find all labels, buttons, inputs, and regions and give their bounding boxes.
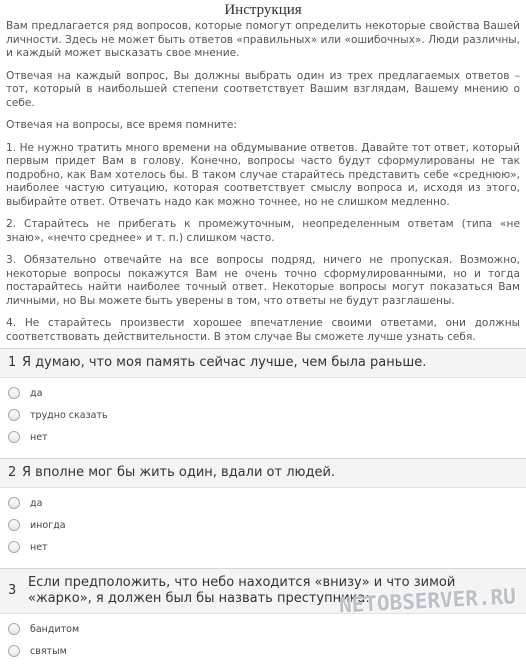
radio-button[interactable]	[8, 623, 20, 635]
question-1	[0, 348, 526, 456]
question-text: Если предположить, что небо находится «внизу» и что зимой «жарко», я должен был бы назвать преступника:	[28, 575, 456, 606]
radio-button[interactable]	[8, 497, 20, 509]
instructions-paragraph: Отвечая на вопросы, все время помните:	[6, 119, 237, 131]
answer-option[interactable]	[8, 492, 526, 514]
answer-label[interactable]: да	[30, 497, 43, 509]
answer-options	[0, 614, 526, 670]
radio-button[interactable]	[8, 409, 20, 421]
answer-option[interactable]	[8, 404, 526, 426]
instructions-paragraph: Отвечая на каждый вопрос, Вы должны выбрать один из трех предлагаемых ответов – тот, который в наибольшей степени соответствует Вашим взглядам, Вашему мнению о себе.	[6, 69, 520, 109]
question-number: 1	[8, 355, 17, 370]
instructions-paragraph: Вам предлагается ряд вопросов, которые помогут определить некоторые свойства Вашей личности. Здесь не может быть ответов «правильных» или «ошибочных». Люди различны, и каждый может высказать свое мнение.	[6, 20, 520, 59]
radio-button[interactable]	[8, 387, 20, 399]
answer-label[interactable]: нет	[30, 431, 48, 443]
answer-option[interactable]	[8, 382, 526, 404]
question-2	[0, 458, 526, 566]
answer-label[interactable]: иногда	[30, 519, 66, 531]
answer-options	[0, 378, 526, 456]
answer-option[interactable]	[8, 536, 526, 558]
question-header	[0, 459, 526, 488]
instructions-paragraph: 3. Обязательно отвечайте на все вопросы подряд, ничего не пропуская. Возможно, некоторые вопросы покажутся Вам не очень точно сформулированными, но и тогда постарайтесь найти наиболее точный ответ. Некоторые вопросы могут показаться Вам личными, но Вы можете быть уверены в том, что ответы не будут разглашены.	[6, 254, 520, 307]
answer-option[interactable]	[8, 426, 526, 448]
instructions-title: Инструкция	[224, 2, 302, 18]
radio-button[interactable]	[8, 541, 20, 553]
answer-options	[0, 488, 526, 566]
answer-label[interactable]: святым	[30, 645, 67, 657]
question-header	[0, 349, 526, 378]
site-watermark: NETOBSERVER.RU	[338, 584, 517, 618]
answer-label[interactable]: трудно сказать	[30, 409, 108, 421]
answer-option[interactable]	[8, 640, 526, 662]
radio-button[interactable]	[8, 645, 20, 657]
instructions-section	[0, 2, 526, 344]
instructions-paragraph: 2. Старайтесь не прибегать к промежуточным, неопределенным ответам (типа «не знаю», «нечто среднее» и т. п.) слишком часто.	[6, 218, 520, 244]
instructions-paragraph: 4. Не старайтесь произвести хорошее впечатление своими ответами, они должны соответствовать действительности. В этом случае Вы сможете лучше узнать себя.	[6, 317, 520, 343]
question-number: 3	[8, 583, 17, 598]
question-3	[0, 568, 526, 670]
question-number: 2	[8, 465, 17, 480]
answer-label[interactable]: бандитом	[30, 623, 80, 635]
radio-button[interactable]	[8, 519, 20, 531]
answer-option[interactable]	[8, 514, 526, 536]
question-text: Я думаю, что моя память сейчас лучше, чем была раньше.	[22, 355, 427, 370]
answer-label[interactable]: да	[30, 387, 43, 399]
answer-label[interactable]: нет	[30, 541, 48, 553]
instructions-paragraph: 1. Не нужно тратить много времени на обдумывание ответов. Давайте тот ответ, который первым придет Вам в голову. Конечно, вопросы часто будут сформулированы не так подробно, как Вам хотелось бы. В таком случае старайтесь представить себе «среднюю», наиболее частую ситуацию, которая соответствует смыслу вопроса и, исходя из этого, выбирайте ответ. Отвечать надо как можно точнее, но не слишком медленно.	[6, 141, 520, 208]
answer-option[interactable]	[8, 618, 526, 640]
question-text: Я вполне мог бы жить один, вдали от людей.	[22, 465, 336, 480]
radio-button[interactable]	[8, 431, 20, 443]
